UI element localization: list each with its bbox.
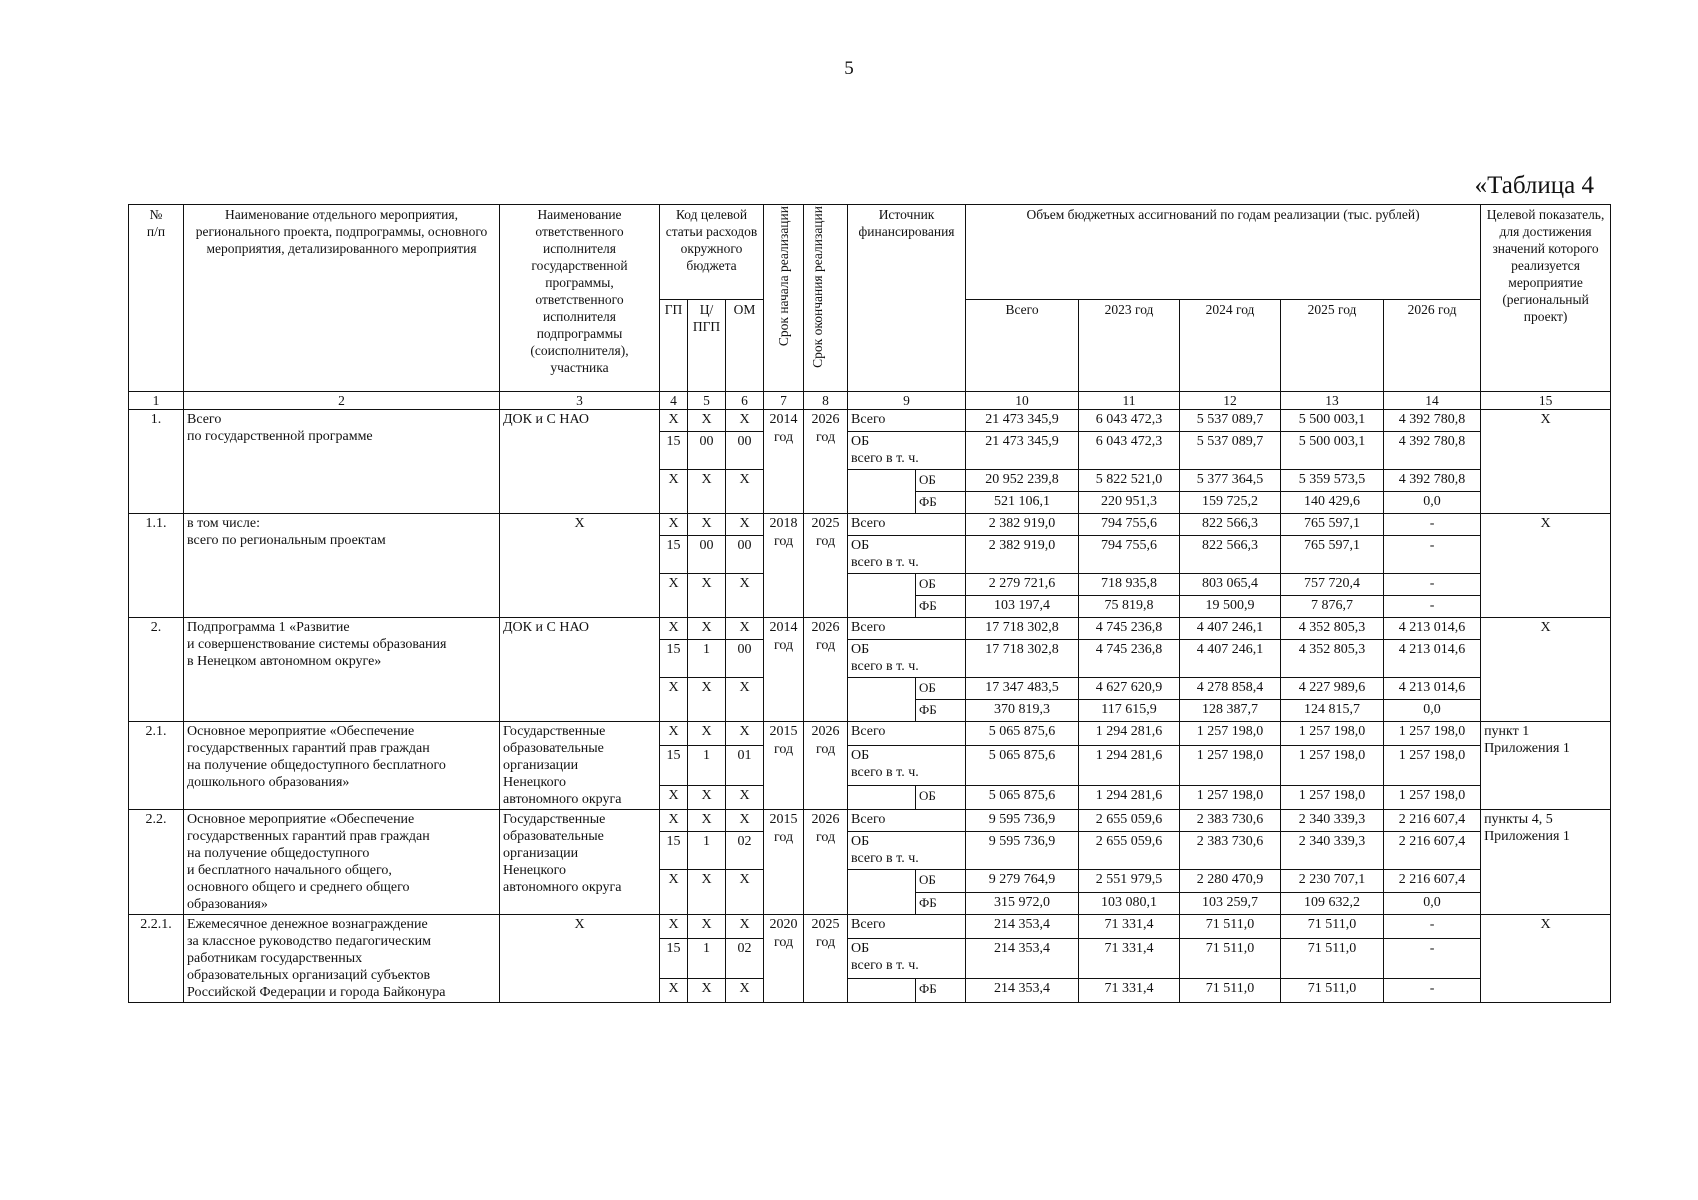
header-executor: Наименование ответственного исполнителя государственной программы, ответственного исполнителя подпрограммы (соисполнителя), участника [500, 205, 660, 392]
header-gp: ГП [660, 300, 688, 392]
row-source: Всего [848, 514, 966, 536]
value-cell: - [1384, 596, 1481, 618]
value-cell: 128 387,7 [1180, 700, 1281, 722]
table-row [129, 810, 1611, 832]
table-row [129, 514, 1611, 536]
value-cell: 1 257 198,0 [1384, 722, 1481, 746]
row-name: в том числе: всего по региональным проектам [184, 514, 500, 618]
row-name: Ежемесячное денежное вознаграждение за классное руководство педагогическим работникам государственных образовательных организаций субъектов Российской Федерации и города Байконура [184, 915, 500, 1003]
code-cp: 1 [688, 938, 726, 979]
code-gp: Х [660, 870, 688, 915]
value-cell: 822 566,3 [1180, 514, 1281, 536]
header-2024: 2024 год [1180, 300, 1281, 392]
value-cell: 5 359 573,5 [1281, 470, 1384, 492]
column-number: 14 [1384, 392, 1481, 410]
row-executor: Х [500, 514, 660, 618]
value-cell: 71 511,0 [1281, 938, 1384, 979]
header-source: Источник финансирования [848, 205, 966, 392]
value-cell: 140 429,6 [1281, 492, 1384, 514]
code-gp: 15 [660, 536, 688, 574]
code-cp: Х [688, 470, 726, 514]
code-gp: Х [660, 514, 688, 536]
value-cell: 521 106,1 [966, 492, 1079, 514]
value-cell: 4 213 014,6 [1384, 640, 1481, 678]
value-cell: 5 065 875,6 [966, 745, 1079, 786]
row-end: 2025 год [804, 915, 848, 1003]
code-cp: 1 [688, 640, 726, 678]
row-number: 1.1. [129, 514, 184, 618]
value-cell: 2 279 721,6 [966, 574, 1079, 596]
budget-table [128, 204, 1611, 1003]
code-gp: Х [660, 410, 688, 432]
value-cell: 19 500,9 [1180, 596, 1281, 618]
row-number: 2.2. [129, 810, 184, 915]
value-cell: - [1384, 536, 1481, 574]
code-om: 01 [726, 745, 764, 786]
row-executor: Государственные образовательные организации Ненецкого автономного округа [500, 722, 660, 810]
row-source: ОБ всего в т. ч. [848, 640, 966, 678]
row-source-blank [848, 574, 916, 618]
code-om: 00 [726, 640, 764, 678]
value-cell: 2 280 470,9 [1180, 870, 1281, 893]
row-source: ОБ всего в т. ч. [848, 536, 966, 574]
table-row [129, 410, 1611, 432]
row-target: пункты 4, 5 Приложения 1 [1481, 810, 1611, 915]
code-cp: 00 [688, 432, 726, 470]
value-cell: 103 259,7 [1180, 893, 1281, 915]
value-cell: 2 230 707,1 [1281, 870, 1384, 893]
code-cp: Х [688, 574, 726, 618]
row-executor: Государственные образовательные организации Ненецкого автономного округа [500, 810, 660, 915]
value-cell: 1 294 281,6 [1079, 722, 1180, 746]
header-cpgp: Ц/ ПГП [688, 300, 726, 392]
value-cell: 75 819,8 [1079, 596, 1180, 618]
row-name: Подпрограмма 1 «Развитие и совершенствование системы образования в Ненецком автономном округе» [184, 618, 500, 722]
code-om: Х [726, 678, 764, 722]
code-om: Х [726, 979, 764, 1003]
value-cell: 1 294 281,6 [1079, 786, 1180, 810]
row-start: 2015 год [764, 810, 804, 915]
code-gp: 15 [660, 745, 688, 786]
row-target: Х [1481, 915, 1611, 1003]
value-cell: 4 352 805,3 [1281, 640, 1384, 678]
value-cell: 4 278 858,4 [1180, 678, 1281, 700]
value-cell: 4 407 246,1 [1180, 618, 1281, 640]
code-cp: 1 [688, 745, 726, 786]
value-cell: 4 213 014,6 [1384, 678, 1481, 700]
value-cell: 1 294 281,6 [1079, 745, 1180, 786]
table-row [129, 722, 1611, 746]
row-target: пункт 1 Приложения 1 [1481, 722, 1611, 810]
code-gp: Х [660, 722, 688, 746]
code-gp: Х [660, 786, 688, 810]
value-cell: 17 718 302,8 [966, 618, 1079, 640]
value-cell: 4 352 805,3 [1281, 618, 1384, 640]
code-gp: 15 [660, 938, 688, 979]
code-om: Х [726, 870, 764, 915]
code-gp: Х [660, 618, 688, 640]
table-row [129, 915, 1611, 939]
column-number: 11 [1079, 392, 1180, 410]
value-cell: 17 347 483,5 [966, 678, 1079, 700]
value-cell: 5 537 089,7 [1180, 410, 1281, 432]
code-gp: Х [660, 979, 688, 1003]
code-cp: Х [688, 915, 726, 939]
code-gp: Х [660, 915, 688, 939]
value-cell: 794 755,6 [1079, 514, 1180, 536]
value-cell: 315 972,0 [966, 893, 1079, 915]
value-cell: 1 257 198,0 [1281, 745, 1384, 786]
row-source: ОБ всего в т. ч. [848, 938, 966, 979]
value-cell: 7 876,7 [1281, 596, 1384, 618]
column-number: 9 [848, 392, 966, 410]
value-cell: 6 043 472,3 [1079, 410, 1180, 432]
value-cell: 2 340 339,3 [1281, 832, 1384, 870]
value-cell: 5 065 875,6 [966, 786, 1079, 810]
row-end: 2026 год [804, 722, 848, 810]
value-cell: 0,0 [1384, 700, 1481, 722]
value-cell: 71 511,0 [1180, 938, 1281, 979]
value-cell: 214 353,4 [966, 915, 1079, 939]
code-om: Х [726, 722, 764, 746]
value-cell: 5 377 364,5 [1180, 470, 1281, 492]
value-cell: 4 227 989,6 [1281, 678, 1384, 700]
row-source: Всего [848, 722, 966, 746]
code-om: Х [726, 470, 764, 514]
code-cp: Х [688, 786, 726, 810]
value-cell: 214 353,4 [966, 979, 1079, 1003]
row-source-sub: ОБ [916, 786, 966, 810]
value-cell: 1 257 198,0 [1180, 786, 1281, 810]
header-target: Целевой показатель, для достижения значений которого реализуется мероприятие (региональный проект) [1481, 205, 1611, 392]
code-cp: Х [688, 979, 726, 1003]
row-source-blank [848, 979, 916, 1003]
value-cell: 9 279 764,9 [966, 870, 1079, 893]
value-cell: 765 597,1 [1281, 514, 1384, 536]
row-source: ОБ всего в т. ч. [848, 432, 966, 470]
value-cell: 21 473 345,9 [966, 410, 1079, 432]
row-source: Всего [848, 810, 966, 832]
value-cell: 159 725,2 [1180, 492, 1281, 514]
value-cell: 1 257 198,0 [1384, 745, 1481, 786]
value-cell: - [1384, 574, 1481, 596]
header-2026: 2026 год [1384, 300, 1481, 392]
code-gp: 15 [660, 432, 688, 470]
column-numbers-row [129, 392, 1611, 410]
column-number: 6 [726, 392, 764, 410]
value-cell: 220 951,3 [1079, 492, 1180, 514]
value-cell: 5 822 521,0 [1079, 470, 1180, 492]
column-number: 2 [184, 392, 500, 410]
row-start: 2014 год [764, 410, 804, 514]
header-2025: 2025 год [1281, 300, 1384, 392]
code-gp: Х [660, 678, 688, 722]
value-cell: 71 511,0 [1180, 915, 1281, 939]
value-cell: 2 383 730,6 [1180, 810, 1281, 832]
row-end: 2026 год [804, 410, 848, 514]
row-source: Всего [848, 618, 966, 640]
row-source: ОБ всего в т. ч. [848, 832, 966, 870]
value-cell: 794 755,6 [1079, 536, 1180, 574]
row-source-sub: ОБ [916, 870, 966, 893]
header-total: Всего [966, 300, 1079, 392]
row-name: Основное мероприятие «Обеспечение государственных гарантий прав граждан на получение общедоступного бесплатного дошкольного образования» [184, 722, 500, 810]
row-end: 2026 год [804, 618, 848, 722]
row-source: Всего [848, 915, 966, 939]
row-executor: Х [500, 915, 660, 1003]
row-start: 2015 год [764, 722, 804, 810]
value-cell: 4 745 236,8 [1079, 618, 1180, 640]
value-cell: 103 080,1 [1079, 893, 1180, 915]
value-cell: 1 257 198,0 [1180, 722, 1281, 746]
row-source-sub: ОБ [916, 678, 966, 700]
header-volume: Объем бюджетных ассигнований по годам реализации (тыс. рублей) [966, 205, 1481, 300]
value-cell: 9 595 736,9 [966, 832, 1079, 870]
row-start: 2020 год [764, 915, 804, 1003]
code-cp: Х [688, 514, 726, 536]
column-number: 7 [764, 392, 804, 410]
value-cell: 2 382 919,0 [966, 514, 1079, 536]
row-number: 2.1. [129, 722, 184, 810]
value-cell: 718 935,8 [1079, 574, 1180, 596]
row-number: 2.2.1. [129, 915, 184, 1003]
row-source-sub: ФБ [916, 596, 966, 618]
page-number: 5 [844, 58, 854, 79]
value-cell: 4 392 780,8 [1384, 410, 1481, 432]
value-cell: 1 257 198,0 [1180, 745, 1281, 786]
value-cell: 765 597,1 [1281, 536, 1384, 574]
value-cell: 0,0 [1384, 893, 1481, 915]
row-executor: ДОК и С НАО [500, 410, 660, 514]
value-cell: 71 511,0 [1180, 979, 1281, 1003]
code-om: 00 [726, 536, 764, 574]
row-number: 2. [129, 618, 184, 722]
value-cell: 21 473 345,9 [966, 432, 1079, 470]
row-source: ОБ всего в т. ч. [848, 745, 966, 786]
value-cell: 2 551 979,5 [1079, 870, 1180, 893]
code-gp: Х [660, 574, 688, 618]
value-cell: 5 500 003,1 [1281, 410, 1384, 432]
code-gp: 15 [660, 640, 688, 678]
value-cell: 5 500 003,1 [1281, 432, 1384, 470]
table-body [129, 410, 1611, 1003]
header-end: Срок окончания реализации [804, 205, 848, 392]
column-number: 5 [688, 392, 726, 410]
row-source-blank [848, 786, 916, 810]
value-cell: 2 655 059,6 [1079, 810, 1180, 832]
code-cp: Х [688, 810, 726, 832]
value-cell: 17 718 302,8 [966, 640, 1079, 678]
header-2023: 2023 год [1079, 300, 1180, 392]
value-cell: 71 331,4 [1079, 915, 1180, 939]
code-om: 02 [726, 832, 764, 870]
value-cell: - [1384, 514, 1481, 536]
row-source-sub: ОБ [916, 574, 966, 596]
column-number: 1 [129, 392, 184, 410]
header-code: Код целевой статьи расходов окружного бюджета [660, 205, 764, 300]
code-cp: Х [688, 870, 726, 915]
code-cp: Х [688, 722, 726, 746]
value-cell: 214 353,4 [966, 938, 1079, 979]
table-caption: «Таблица 4 [1474, 172, 1594, 199]
column-number: 15 [1481, 392, 1611, 410]
code-cp: Х [688, 618, 726, 640]
value-cell: 803 065,4 [1180, 574, 1281, 596]
value-cell: 9 595 736,9 [966, 810, 1079, 832]
value-cell: 0,0 [1384, 492, 1481, 514]
value-cell: 71 331,4 [1079, 979, 1180, 1003]
table-row [129, 618, 1611, 640]
value-cell: 2 216 607,4 [1384, 870, 1481, 893]
value-cell: 4 392 780,8 [1384, 470, 1481, 492]
value-cell: 1 257 198,0 [1384, 786, 1481, 810]
value-cell: 4 392 780,8 [1384, 432, 1481, 470]
code-om: 02 [726, 938, 764, 979]
code-gp: 15 [660, 832, 688, 870]
row-executor: ДОК и С НАО [500, 618, 660, 722]
code-om: Х [726, 810, 764, 832]
value-cell: 2 216 607,4 [1384, 832, 1481, 870]
value-cell: 2 216 607,4 [1384, 810, 1481, 832]
value-cell: 20 952 239,8 [966, 470, 1079, 492]
column-number: 13 [1281, 392, 1384, 410]
row-source-blank [848, 470, 916, 514]
value-cell: 757 720,4 [1281, 574, 1384, 596]
value-cell: 5 065 875,6 [966, 722, 1079, 746]
code-cp: 1 [688, 832, 726, 870]
header-om: ОМ [726, 300, 764, 392]
value-cell: 2 655 059,6 [1079, 832, 1180, 870]
code-cp: Х [688, 678, 726, 722]
header-num: № п/п [129, 205, 184, 392]
value-cell: - [1384, 938, 1481, 979]
value-cell: 2 340 339,3 [1281, 810, 1384, 832]
column-number: 12 [1180, 392, 1281, 410]
code-om: Х [726, 410, 764, 432]
row-source-sub: ФБ [916, 700, 966, 722]
value-cell: - [1384, 979, 1481, 1003]
code-om: Х [726, 574, 764, 618]
value-cell: 4 407 246,1 [1180, 640, 1281, 678]
code-cp: Х [688, 410, 726, 432]
value-cell: 71 511,0 [1281, 915, 1384, 939]
value-cell: - [1384, 915, 1481, 939]
row-name: Основное мероприятие «Обеспечение государственных гарантий прав граждан на получение общедоступного и бесплатного начального общего, основного общего и среднего общего образования» [184, 810, 500, 915]
code-om: Х [726, 514, 764, 536]
row-name: Всего по государственной программе [184, 410, 500, 514]
value-cell: 5 537 089,7 [1180, 432, 1281, 470]
row-source-sub: ФБ [916, 893, 966, 915]
row-source-sub: ОБ [916, 470, 966, 492]
row-end: 2025 год [804, 514, 848, 618]
code-om: 00 [726, 432, 764, 470]
row-start: 2018 год [764, 514, 804, 618]
row-target: Х [1481, 410, 1611, 514]
row-start: 2014 год [764, 618, 804, 722]
column-number: 8 [804, 392, 848, 410]
value-cell: 370 819,3 [966, 700, 1079, 722]
value-cell: 4 213 014,6 [1384, 618, 1481, 640]
code-gp: Х [660, 810, 688, 832]
code-gp: Х [660, 470, 688, 514]
value-cell: 1 257 198,0 [1281, 786, 1384, 810]
column-number: 10 [966, 392, 1079, 410]
value-cell: 109 632,2 [1281, 893, 1384, 915]
value-cell: 2 382 919,0 [966, 536, 1079, 574]
row-source-sub: ФБ [916, 492, 966, 514]
value-cell: 4 627 620,9 [1079, 678, 1180, 700]
value-cell: 71 511,0 [1281, 979, 1384, 1003]
value-cell: 124 815,7 [1281, 700, 1384, 722]
value-cell: 103 197,4 [966, 596, 1079, 618]
row-number: 1. [129, 410, 184, 514]
row-target: Х [1481, 514, 1611, 618]
code-cp: 00 [688, 536, 726, 574]
value-cell: 2 383 730,6 [1180, 832, 1281, 870]
value-cell: 117 615,9 [1079, 700, 1180, 722]
column-number: 4 [660, 392, 688, 410]
header-start: Срок начала реализации [764, 205, 804, 392]
value-cell: 822 566,3 [1180, 536, 1281, 574]
row-source-blank [848, 678, 916, 722]
row-source-sub: ФБ [916, 979, 966, 1003]
header-name: Наименование отдельного мероприятия, регионального проекта, подпрограммы, основного мероприятия, детализированного мероприятия [184, 205, 500, 392]
code-om: Х [726, 915, 764, 939]
value-cell: 1 257 198,0 [1281, 722, 1384, 746]
row-target: Х [1481, 618, 1611, 722]
row-end: 2026 год [804, 810, 848, 915]
column-number: 3 [500, 392, 660, 410]
row-source: Всего [848, 410, 966, 432]
value-cell: 4 745 236,8 [1079, 640, 1180, 678]
code-om: Х [726, 618, 764, 640]
value-cell: 71 331,4 [1079, 938, 1180, 979]
row-source-blank [848, 870, 916, 915]
value-cell: 6 043 472,3 [1079, 432, 1180, 470]
code-om: Х [726, 786, 764, 810]
